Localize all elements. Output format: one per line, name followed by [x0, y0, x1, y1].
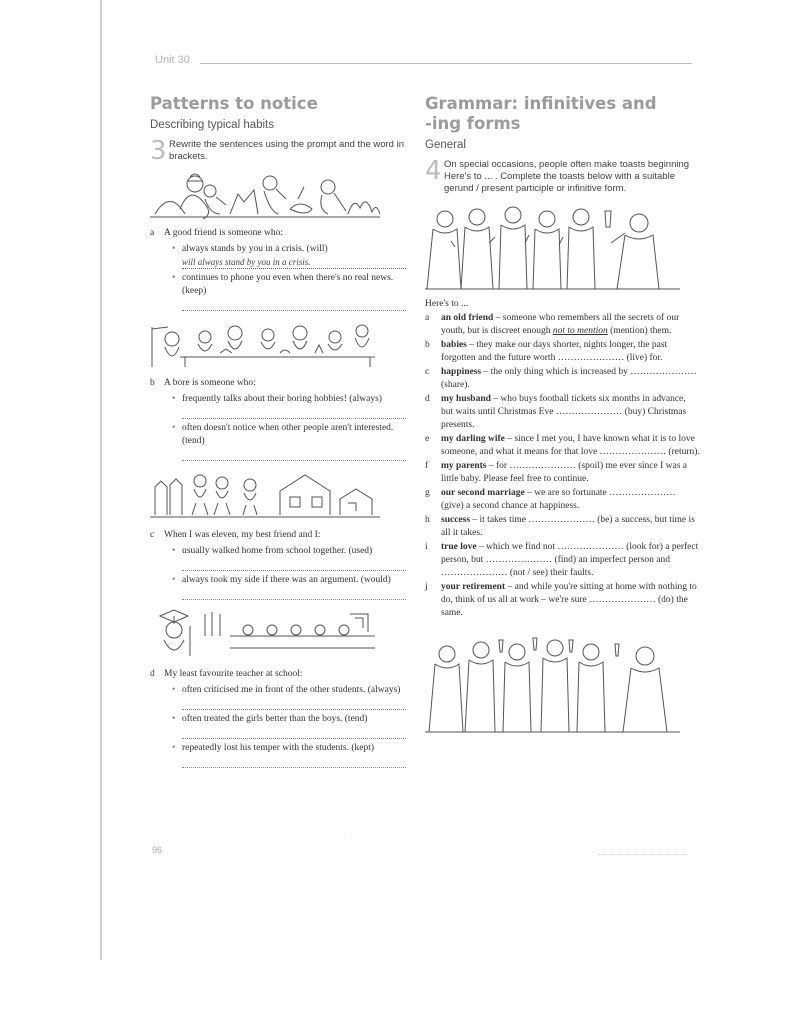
- bullet-item: [172, 713, 410, 739]
- answer-line[interactable]: [182, 727, 406, 739]
- illustration-walking-home: [150, 467, 380, 521]
- exercise-number: 4: [425, 156, 442, 186]
- toast-subject: my darling wife: [441, 434, 505, 444]
- toast-text-after: (mention) them.: [607, 326, 672, 336]
- item-letter: c: [150, 530, 155, 540]
- illustration-dinner-table: [150, 317, 380, 369]
- toast-subject: my parents: [441, 461, 487, 471]
- item-letter: a: [150, 228, 155, 238]
- toast-example-answer[interactable]: not to mention: [552, 326, 608, 336]
- toast-letter: h: [425, 515, 430, 525]
- toast-letter: i: [425, 542, 428, 552]
- illustration-toast-group: [425, 203, 680, 291]
- item-d: [150, 668, 410, 768]
- section-subtitle-habits: Describing typical habits: [150, 119, 275, 131]
- toast-letter: j: [425, 582, 428, 592]
- toast-subject: an old friend: [441, 313, 494, 323]
- illustration-friends-cartoon: [150, 169, 380, 219]
- answer-line[interactable]: [182, 559, 406, 571]
- answer-example[interactable]: will always stand by you in a crisis.: [182, 257, 406, 269]
- toast-letter: a: [425, 313, 430, 323]
- item-letter: d: [150, 669, 155, 679]
- toast-letter: g: [425, 488, 430, 498]
- toast-item: [425, 339, 700, 365]
- illustration-toast-crowd: [425, 634, 680, 734]
- item-letter: b: [150, 378, 155, 388]
- toast-subject: happiness: [441, 367, 482, 377]
- toast-item: [425, 541, 700, 580]
- bullet-item: [172, 272, 410, 311]
- bullet-item: [172, 545, 410, 571]
- page-left-rule: [100, 0, 102, 960]
- item-intro: A bore is someone who:: [164, 378, 256, 388]
- footer-faint-line: [598, 854, 688, 855]
- answer-line[interactable]: [182, 299, 406, 311]
- bullet-text: often criticised me in front of the other students. (always): [182, 685, 401, 695]
- bullet-list: [172, 243, 410, 311]
- instruction-text: Rewrite the sentences using the prompt and the word in brackets.: [169, 139, 404, 162]
- illustration-classroom-teacher: [150, 606, 380, 660]
- bullet-item: [172, 393, 410, 419]
- bullet-list: [172, 393, 410, 461]
- scan-speck: ·: [350, 836, 352, 843]
- toast-text[interactable]: – which we find not ………………… (look for) a perfect person, but ………………… (find) an imperfect person and ………………… (not / see) their faults.: [441, 542, 699, 578]
- toast-item: [425, 433, 700, 459]
- exercise-4-instruction: [425, 156, 700, 195]
- toast-text[interactable]: – the only thing which is increased by ………………… (share).: [441, 367, 697, 390]
- bullet-list: [172, 545, 410, 600]
- title-line-1: Grammar: infinitives and: [425, 94, 657, 113]
- left-column: [150, 94, 410, 768]
- toast-text[interactable]: – we are so fortunate ………………… (give) a second chance at happiness.: [441, 488, 676, 511]
- instruction-text: On special occasions, people often make toasts beginning Here's to ... . Complete the toasts below with a suitable gerund / present participle or infinitive form.: [444, 159, 690, 194]
- toast-item: [425, 581, 700, 620]
- toast-subject: our second marriage: [441, 488, 525, 498]
- bullet-text: always took my side if there was an argument. (would): [182, 575, 391, 585]
- toast-item: [425, 514, 700, 540]
- bullet-text: frequently talks about their boring hobbies! (always): [182, 394, 382, 404]
- toast-item: [425, 460, 700, 486]
- section-title-grammar: [425, 94, 700, 134]
- toast-letter: e: [425, 434, 430, 444]
- bullet-text: often doesn't notice when other people aren't interested. (tend): [182, 423, 394, 446]
- bullet-text: always stands by you in a crisis. (will): [182, 244, 328, 254]
- title-line-2: -ing forms: [425, 114, 521, 133]
- toast-text[interactable]: – for ………………… (spoil) me ever since I was a little baby. Please feel free to continue.: [441, 461, 687, 484]
- item-b: [150, 377, 410, 461]
- page-number: 96: [152, 845, 163, 855]
- toast-item: [425, 487, 700, 513]
- toast-text: – someone who remembers all the secrets of our youth, but is discreet enough: [441, 313, 680, 336]
- toast-letter: d: [425, 394, 430, 404]
- heres-to-label: Here's to ...: [425, 299, 469, 309]
- bullet-list: [172, 684, 410, 768]
- bullet-item: [172, 684, 410, 710]
- toast-text[interactable]: – since I met you, I have known what it is to love someone, and what it means for that love ………………… (return).: [441, 434, 700, 457]
- item-intro: A good friend is someone who:: [164, 228, 284, 238]
- right-column: [425, 94, 700, 734]
- item-intro: My least favourite teacher at school:: [164, 669, 303, 679]
- toast-subject: true love: [441, 542, 477, 552]
- bullet-text: usually walked home from school together. (used): [182, 546, 373, 556]
- bullet-item: [172, 574, 410, 600]
- toast-item: [425, 312, 700, 338]
- answer-line[interactable]: [182, 407, 406, 419]
- toast-letter: b: [425, 340, 430, 350]
- answer-line[interactable]: [182, 756, 406, 768]
- section-subtitle-general: General: [425, 139, 466, 151]
- toast-list: [425, 312, 700, 620]
- bullet-item: [172, 243, 410, 269]
- section-title-patterns: Patterns to notice: [150, 94, 318, 113]
- toast-subject: success: [441, 515, 471, 525]
- bullet-item: [172, 422, 410, 461]
- unit-header: Unit 30: [155, 54, 190, 66]
- item-c: [150, 529, 410, 600]
- answer-line[interactable]: [182, 588, 406, 600]
- bullet-item: [172, 742, 410, 768]
- answer-line[interactable]: [182, 698, 406, 710]
- item-intro: When I was eleven, my best friend and I:: [164, 530, 321, 540]
- bullet-text: repeatedly lost his temper with the students. (kept): [182, 743, 375, 753]
- bullet-text: often treated the girls better than the boys. (tend): [182, 714, 368, 724]
- answer-line[interactable]: [182, 449, 406, 461]
- toast-text[interactable]: – and while you're sitting at home with nothing to do, think of us all at work – we're sure ………………… (do) the same.: [441, 582, 697, 618]
- item-a: [150, 227, 410, 311]
- toast-item: [425, 366, 700, 392]
- bullet-text: continues to phone you even when there's no real news. (keep): [182, 273, 394, 296]
- exercise-3-instruction: [150, 136, 410, 166]
- toast-subject: my husband: [441, 394, 491, 404]
- toast-text[interactable]: – who buys football tickets six months in advance, but waits until Christmas Eve ………………… (buy) Christmas presents.: [441, 394, 687, 430]
- toast-letter: c: [425, 367, 430, 377]
- toast-subject: babies: [441, 340, 467, 350]
- toast-item: [425, 393, 700, 432]
- exercise-number: 3: [150, 136, 167, 166]
- toast-text[interactable]: – it takes time ………………… (be) a success, but time is all it takes.: [441, 515, 695, 538]
- header-rule: [200, 63, 692, 64]
- toast-subject: your retirement: [441, 582, 506, 592]
- toast-text[interactable]: – they make our days shorter, nights longer, the past forgotten and the future worth ………………… (live) for.: [441, 340, 668, 363]
- toast-letter: f: [425, 461, 429, 471]
